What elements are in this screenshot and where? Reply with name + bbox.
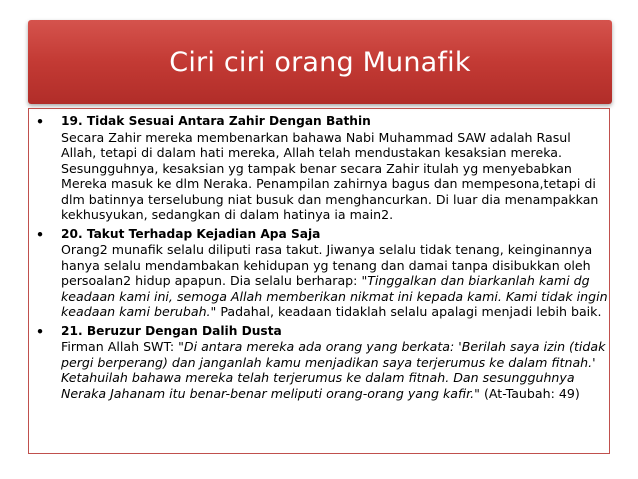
item-body-quote: Di antara mereka ada orang yang berkata: 'Berilah saya izin (tidak pergi berperang) dan janganlah kamu menjadikan saya terjerumus ke dalam fitnah.' Ketahuilah bahawa mereka telah terjerumus ke dalam fitnah. Dan sesungguhnya Neraka Jahanam itu benar-benar meliputi orang-orang yang kafir. <box>61 339 606 401</box>
item-body-end: " (At-Taubah: 49) <box>474 385 580 401</box>
item-heading: 19. Tidak Sesuai Antara Zahir Dengan Bathin <box>61 114 371 128</box>
item-body: Secara Zahir mereka membenarkan bahawa Nabi Muhammad SAW adalah Rasul Allah, tetapi di dalam hati mereka, Allah telah mendustakan kesaksian mereka. Sesungguhnya, kesaksian yg tampak benar secara Zahir itulah yg menyebabkan Mereka masuk ke dlm Neraka. Penampilan zahirnya bagus dan mempesona,tetapi di dlm batinnya terselubung niat busuk dan menghancurkan. Di luar dia menampakkan kekhusyukan, sedangkan di dalam hatinya ia main2. <box>61 129 599 222</box>
item-heading: 20. Takut Terhadap Kejadian Apa Saja <box>61 226 321 241</box>
item-heading: 21. Beruzur Dengan Dalih Dusta <box>61 323 282 338</box>
list-item <box>36 227 608 320</box>
bullet-marker: • <box>36 226 45 242</box>
bullet-marker: • <box>36 323 45 339</box>
item-body-start: Orang2 munafik selalu diliputi rasa takut. Jiwanya selalu tidak tenang, keinginannya hanya selalu mendambakan kehidupan yg tenang dan damai tanpa disibukkan oleh persoalan2 hidup apapun. Dia selalu berharap: <box>61 242 593 288</box>
list-item <box>36 114 608 223</box>
list-item <box>36 324 608 402</box>
item-body-start: Firman Allah SWT: " <box>61 339 184 354</box>
bullet-list <box>36 114 608 405</box>
item-body-quote: "Tinggalkan dan biarkanlah kami dg keadaan kami ini, semoga Allah memberikan nikmat ini kepada kami. Kami tidak ingin keadaan kami berubah." <box>61 273 608 319</box>
slide-title: Ciri ciri orang Munafik <box>169 46 471 78</box>
item-body-end: Padahal, keadaan tidaklah selalu apalagi menjadi lebih baik. <box>216 304 602 319</box>
bullet-marker: • <box>36 114 45 129</box>
title-banner <box>28 20 612 104</box>
